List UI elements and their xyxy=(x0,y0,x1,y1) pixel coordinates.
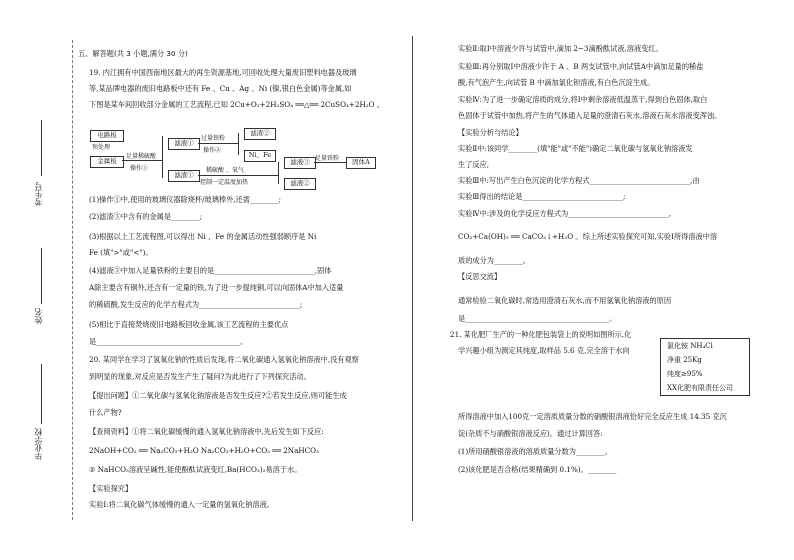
q19-sub-4c: 的稀硫酸,发生反应的化学方程式为____________________________; xyxy=(89,300,303,309)
flow-arrow-2 xyxy=(198,143,238,144)
q20-info-equations: 2NaOH+CO₂ ══ Na₂CO₃+H₂O Na₂CO₃+H₂O+CO₂ ══ 2NaHCO₃ xyxy=(89,446,319,455)
q19-sub-3a: (3)根据以上工艺流程图,可以得出 Ni 、Fe 的金属活动性强弱顺序是 Ni xyxy=(89,232,317,241)
r-line-1: 实验Ⅱ:取Ⅰ中溶液少许与试管中,滴加 2~3滴酚酞试液,溶液变红。 xyxy=(458,44,663,53)
r-line-3: 酸,有气泡产生,向试管 B 中滴加氯化钡溶液,有白色沉淀生成。 xyxy=(458,78,655,87)
flow-box-ni-fe: Ni、Fe xyxy=(244,150,276,162)
flow-arrow-3 xyxy=(198,175,278,176)
q21-line-2: 学兴趣小组为测定其纯度,取样品 5.6 克,完全溶于水向 xyxy=(458,346,630,355)
column-divider xyxy=(412,36,413,521)
r-line-4: 实验Ⅳ:为了进一步确定溶质的成分,将Ⅰ中剩余溶液低温蒸干,得到白色固体,取白 xyxy=(458,95,708,104)
r-line-7: 实验Ⅱ中:该同学________(填"能"或"不能")确定二氧化碳与氢氧化钠溶液发 xyxy=(458,144,693,153)
flow-label-pretreat: 预处理 xyxy=(92,144,111,151)
flow-box-residue-2: 滤渣② xyxy=(244,128,276,140)
q20-experiment-1: 实验Ⅰ:将二氧化碳气体缓慢的通入一定量的氢氧化钠溶液。 xyxy=(89,500,274,509)
section-title: 五、解答题(共 3 小题,满分 30 分) xyxy=(78,49,188,58)
r-analysis-heading: 【实验分析与结论】 xyxy=(458,128,523,137)
q19-sub-5b: 是________________________________________。 xyxy=(89,337,248,346)
q19-sub-3b: Fe (填">"或"<")。 xyxy=(89,248,153,257)
school-rule xyxy=(41,364,42,424)
flow-label-excess-iron: 足量铁粉 xyxy=(315,155,340,162)
flow-arrow-4 xyxy=(314,162,346,163)
name-label: 姓名 xyxy=(34,308,43,324)
flow-branch-2 xyxy=(238,133,239,155)
q20-line-2: 到明显的现象,对反应是否发生产生了疑问?为此进行了下列探究活动。 xyxy=(89,372,311,381)
flow-box-filtrate-1: 滤液① xyxy=(168,138,200,150)
r-reflect-heading: 【反思交流】 xyxy=(458,272,502,281)
q19-line-2: 等,某品牌电器的废旧电路板中还有 Fe 、Cu 、Ag 、Ni (镍,银白色金属)等金属,如 xyxy=(89,84,352,93)
r-line-12: CO₂+Ca(OH)₂ ══ CaCO₃↓+H₂O 。综上所述实验探究可知,实验Ⅰ所得溶液中溶 xyxy=(458,232,718,241)
q19-line-1: 19. 内江拥有中国西南地区最大的再生资源基地,可回收处理大量废旧塑料电器及玻璃 xyxy=(89,68,357,77)
flow-label-acid: 足量稀硫酸 xyxy=(126,153,157,160)
flow-box-circuit-board: 电路板 xyxy=(90,130,124,142)
flow-label-acid-oxygen: 稀硫酸 、氧气 xyxy=(206,167,244,174)
label-line-4: XX化肥有限责任公司 xyxy=(667,384,733,392)
flow-label-op1: 操作① xyxy=(130,165,149,172)
r-line-5: 色固体于试管中加热,将产生的气体通入足量的澄清石灰水,溶液石灰水溶液变浑浊。 xyxy=(458,111,722,120)
q21-sub-2: (2)该化肥是否合格(结果精确到 0.1%)。________ xyxy=(458,465,617,474)
flow-box-metal-plate: 金属板 xyxy=(90,156,124,168)
fertilizer-label-box xyxy=(660,338,750,396)
r-line-13: 质的成分为________。 xyxy=(458,256,530,265)
q20-experiment-heading: 【实验探究】 xyxy=(89,484,133,493)
flow-branch-3 xyxy=(278,162,279,184)
r-line-15: 通常检验二氧化碳时,常选用澄清石灰水,而不用氢氧化钠溶液的原因 xyxy=(458,296,672,305)
r-line-8: 生了反应, xyxy=(458,160,490,169)
flow-branch-1 xyxy=(162,136,163,178)
q21-line-1: 21. 某化肥厂生产的一种化肥包装袋上的说明如图所示,化 xyxy=(450,330,632,339)
flow-arrow-1 xyxy=(122,160,162,161)
flow-label-op2: 操作② xyxy=(203,147,222,154)
flow-box-filtrate-3: 滤液③ xyxy=(284,157,316,169)
r-line-9: 实验Ⅲ中:写出产生白色沉淀的化学方程式____________________________,由 xyxy=(458,176,700,185)
r-line-11: 实验Ⅳ中:涉及的化学反应方程式为____________________________, xyxy=(458,209,672,218)
q19-sub-5a: (5)相比于直接焚烧废旧电路板回收金属,该工艺流程的主要优点 xyxy=(89,320,289,329)
r-line-10: 实验Ⅲ得出的结论是____________________________; xyxy=(458,192,626,201)
label-line-3: 纯度≥95% xyxy=(667,370,703,378)
q19-sub-1: (1)操作①中,使用的玻璃仪器除烧杯/玻璃棒外,还需________; xyxy=(89,195,282,204)
label-line-2: 净重 25Kg xyxy=(667,356,702,364)
q20-info-1: 【查阅资料】①将二氧化碳缓慢的通入氢氧化钠溶液中,先后发生如下反应: xyxy=(89,427,324,436)
r-line-2: 实验Ⅲ:再分别取Ⅰ中溶液少许于 A 、B 两支试管中,向试管A中滴加足量的稀盐 xyxy=(458,62,704,71)
q21-line-4: 淀(杂质不与硝酸银溶液反应)。通过计算回答: xyxy=(458,429,603,438)
flow-label-iron: 过量铁粉 xyxy=(201,135,226,142)
q19-sub-4b: A除主要含有铜外,还含有一定量的铁,为了进一步提纯铜,可以向固体A中加入适量 xyxy=(89,283,344,292)
q21-line-3: 所得溶液中加入100克一定溶质质量分数的硝酸银溶液恰好完全反应生成 14.35 克沉 xyxy=(458,412,727,421)
exam-no-rule xyxy=(41,120,42,176)
label-line-1: 氯化铵 NH₄Cl xyxy=(667,342,713,350)
name-rule xyxy=(41,248,42,304)
q20-problem-b: 什么产物? xyxy=(89,408,122,417)
q21-sub-1: (1)所用硝酸银溶液的溶质质量分数为________。 xyxy=(458,447,612,456)
q19-sub-4a: (4)滤液③中加入足量铁粉的主要目的是____________________________,固体 xyxy=(89,266,332,275)
flow-box-residue-1: 滤渣① xyxy=(168,170,200,182)
r-line-16: 是________________________________________。 xyxy=(458,314,617,323)
q20-info-2: ② NaHCO₃溶液呈碱性,能使酚酞试液变红,Ba(HCO₃)₂易溶于水。 xyxy=(89,465,302,474)
q20-problem-a: 【提出问题】①二氧化碳与氢氧化钠溶液是否发生反应?②若发生反应,则可能生成 xyxy=(89,391,347,400)
flow-label-heat: 控制一定温度加热 xyxy=(200,179,249,186)
binding-dashed-line xyxy=(72,40,73,520)
exam-no-label: 考生号 xyxy=(34,182,43,206)
q19-sub-2: (2)滤渣③中含有的金属是________; xyxy=(89,212,203,221)
flow-box-solid-a: 固体A xyxy=(346,157,376,169)
q19-line-3: 下图是某车间回收部分金属的工艺流程,已知 2Cu+O₂+2H₂SO₄ ══△══ 2CuSO₄+2H₂O 。 xyxy=(89,100,384,109)
school-label: 毕业学校 xyxy=(34,428,43,460)
flow-box-filtrate-2: 滤液② xyxy=(284,178,316,190)
q20-line-1: 20. 某同学在学习了氢氧化钠的性质后发现,将二氧化碳通入氢氧化钠溶液中,没有观察 xyxy=(89,355,359,364)
